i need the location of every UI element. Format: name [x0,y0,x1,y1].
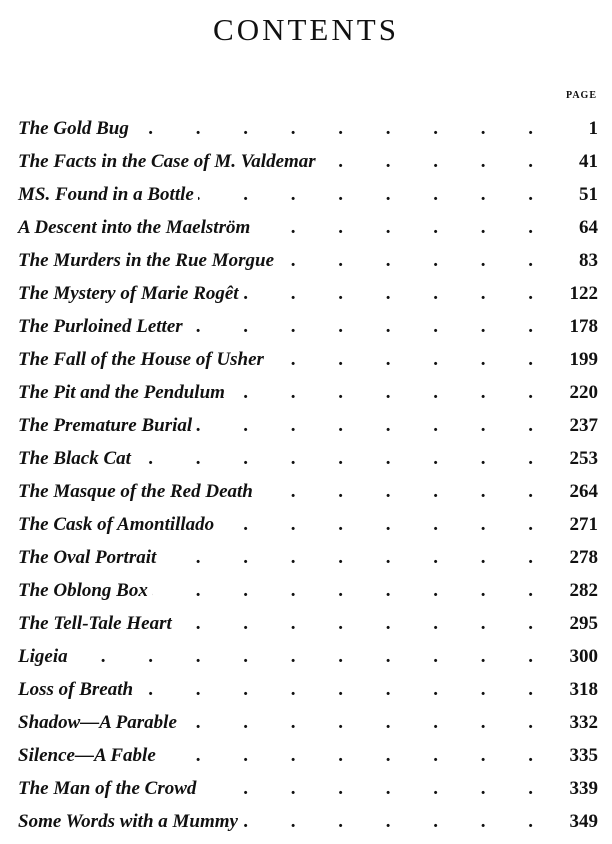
dot-leader [152,580,552,602]
toc-entry-page-number: 295 [552,613,598,635]
toc-entry-page-number: 122 [552,283,598,305]
table-of-contents [18,112,598,838]
dot-leader [320,151,552,173]
toc-entry-title: The Oblong Box [18,580,152,602]
dot-leader [187,316,552,338]
toc-entry-page-number: 64 [552,217,598,239]
toc-entry [18,409,598,442]
toc-entry-title: The Facts in the Case of M. Valdemar [18,151,320,173]
toc-entry-title: The Tell-Tale Heart [18,613,176,635]
toc-entry [18,442,598,475]
toc-entry-title: The Purloined Letter [18,316,187,338]
toc-entry [18,739,598,772]
toc-entry [18,673,598,706]
dot-leader [198,184,552,206]
dot-leader [218,514,552,536]
toc-entry-page-number: 264 [552,481,598,503]
toc-entry-page-number: 237 [552,415,598,437]
toc-entry-page-number: 199 [552,349,598,371]
toc-entry-page-number: 349 [552,811,598,833]
dot-leader [268,349,552,371]
toc-entry [18,607,598,640]
toc-entry-page-number: 300 [552,646,598,668]
toc-entry-title: The Masque of the Red Death [18,481,257,503]
toc-entry-title: Loss of Breath [18,679,137,701]
toc-entry [18,277,598,310]
toc-entry-page-number: 51 [552,184,598,206]
toc-entry-title: The Murders in the Rue Morgue [18,250,278,272]
toc-entry-title: The Mystery of Marie Rogêt [18,283,243,305]
toc-entry [18,211,598,244]
toc-entry [18,376,598,409]
toc-entry [18,145,598,178]
toc-entry [18,541,598,574]
dot-leader [257,481,552,503]
toc-entry-page-number: 282 [552,580,598,602]
toc-entry-title: The Fall of the House of Usher [18,349,268,371]
toc-entry-title: The Premature Burial [18,415,196,437]
toc-entry [18,178,598,211]
dot-leader [200,778,552,800]
toc-entry-page-number: 335 [552,745,598,767]
page-column-label: PAGE [565,90,597,101]
toc-entry-page-number: 1 [552,118,598,140]
toc-entry-page-number: 339 [552,778,598,800]
toc-entry-title: The Pit and the Pendulum [18,382,229,404]
dot-leader [229,382,552,404]
toc-entry [18,640,598,673]
toc-entry-title: Some Words with a Mummy [18,811,242,833]
toc-entry-title: Shadow—A Parable [18,712,181,734]
toc-entry-page-number: 271 [552,514,598,536]
toc-entry-title: Ligeia [18,646,72,668]
toc-entry [18,343,598,376]
toc-entry [18,772,598,805]
page-title: CONTENTS [213,12,399,47]
toc-entry-title: The Black Cat [18,448,135,470]
dot-leader [243,283,552,305]
dot-leader [278,250,552,272]
toc-entry-title: The Gold Bug [18,118,133,140]
toc-entry-page-number: 178 [552,316,598,338]
dot-leader [242,811,552,833]
toc-entry-page-number: 83 [552,250,598,272]
dot-leader [160,745,552,767]
toc-entry-page-number: 318 [552,679,598,701]
toc-entry [18,310,598,343]
toc-entry [18,244,598,277]
toc-entry [18,805,598,838]
toc-entry-title: A Descent into the Maelström [18,217,254,239]
toc-entry-page-number: 220 [552,382,598,404]
toc-entry [18,475,598,508]
dot-leader [181,712,552,734]
toc-entry [18,706,598,739]
toc-entry [18,508,598,541]
dot-leader [176,613,552,635]
toc-entry [18,112,598,145]
toc-entry-page-number: 278 [552,547,598,569]
dot-leader [135,448,552,470]
dot-leader [133,118,552,140]
dot-leader [196,415,552,437]
dot-leader [254,217,552,239]
dot-leader [72,646,552,668]
toc-entry-page-number: 332 [552,712,598,734]
dot-leader [160,547,552,569]
toc-entry-title: Silence—A Fable [18,745,160,767]
toc-entry-page-number: 253 [552,448,598,470]
toc-entry-title: The Cask of Amontillado [18,514,218,536]
toc-entry-title: The Man of the Crowd [18,778,200,800]
toc-entry-page-number: 41 [552,151,598,173]
toc-entry-title: The Oval Portrait [18,547,160,569]
toc-entry-title: MS. Found in a Bottle [18,184,198,206]
toc-entry [18,574,598,607]
dot-leader [137,679,552,701]
